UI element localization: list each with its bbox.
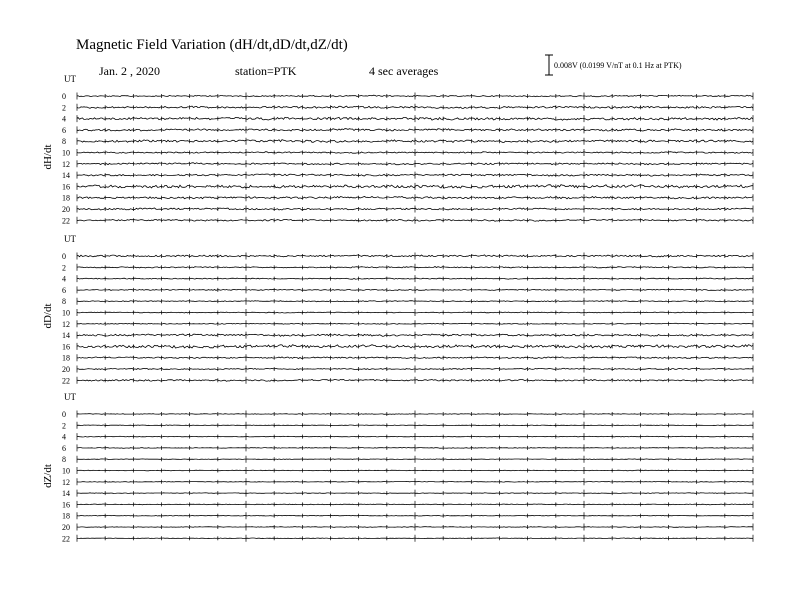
row-label: 18 — [62, 511, 70, 521]
averages-label: 4 sec averages — [369, 64, 439, 78]
station-label: station=PTK — [235, 64, 297, 78]
row-label: 2 — [62, 103, 66, 113]
row-label: 8 — [62, 137, 66, 147]
row-label: 22 — [62, 216, 70, 226]
row-label: 10 — [62, 308, 70, 318]
row-label: 22 — [62, 534, 70, 544]
row-label: 8 — [62, 297, 66, 307]
row-label: 12 — [62, 477, 70, 487]
row-label: 18 — [62, 353, 70, 363]
panel-ylabel: dZ/dt — [42, 464, 54, 488]
row-label: 18 — [62, 193, 70, 203]
row-label: 8 — [62, 455, 66, 465]
row-label: 4 — [62, 114, 66, 124]
row-label: 16 — [62, 500, 70, 510]
ut-label: UT — [64, 74, 76, 84]
ut-label: UT — [64, 392, 76, 402]
row-label: 14 — [62, 489, 70, 499]
row-label: 16 — [62, 182, 70, 192]
row-label: 0 — [62, 92, 66, 101]
row-label: 20 — [62, 523, 70, 532]
row-label: 4 — [62, 274, 66, 284]
row-label: 10 — [62, 466, 70, 476]
panel-ylabel: dH/dt — [42, 144, 54, 170]
row-label: 6 — [62, 443, 66, 453]
row-label: 6 — [62, 285, 66, 295]
panel-ylabel: dD/dt — [42, 303, 54, 329]
row-label: 0 — [62, 410, 66, 419]
row-label: 12 — [62, 159, 70, 169]
row-label: 20 — [62, 205, 70, 214]
row-label: 10 — [62, 148, 70, 158]
row-label: 6 — [62, 125, 66, 135]
date-label: Jan. 2 , 2020 — [99, 64, 160, 78]
row-label: 14 — [62, 331, 70, 341]
scale-label: 0.008V (0.0199 V/nT at 0.1 Hz at PTK) — [554, 61, 682, 70]
ut-label: UT — [64, 234, 76, 244]
row-label: 2 — [62, 263, 66, 273]
row-label: 4 — [62, 432, 66, 442]
row-label: 16 — [62, 342, 70, 352]
row-label: 20 — [62, 365, 70, 374]
row-label: 0 — [62, 252, 66, 261]
row-label: 22 — [62, 376, 70, 386]
chart-title: Magnetic Field Variation (dH/dt,dD/dt,dZ/dt) — [76, 37, 348, 53]
row-label: 12 — [62, 319, 70, 329]
row-label: 2 — [62, 421, 66, 431]
row-label: 14 — [62, 171, 70, 181]
